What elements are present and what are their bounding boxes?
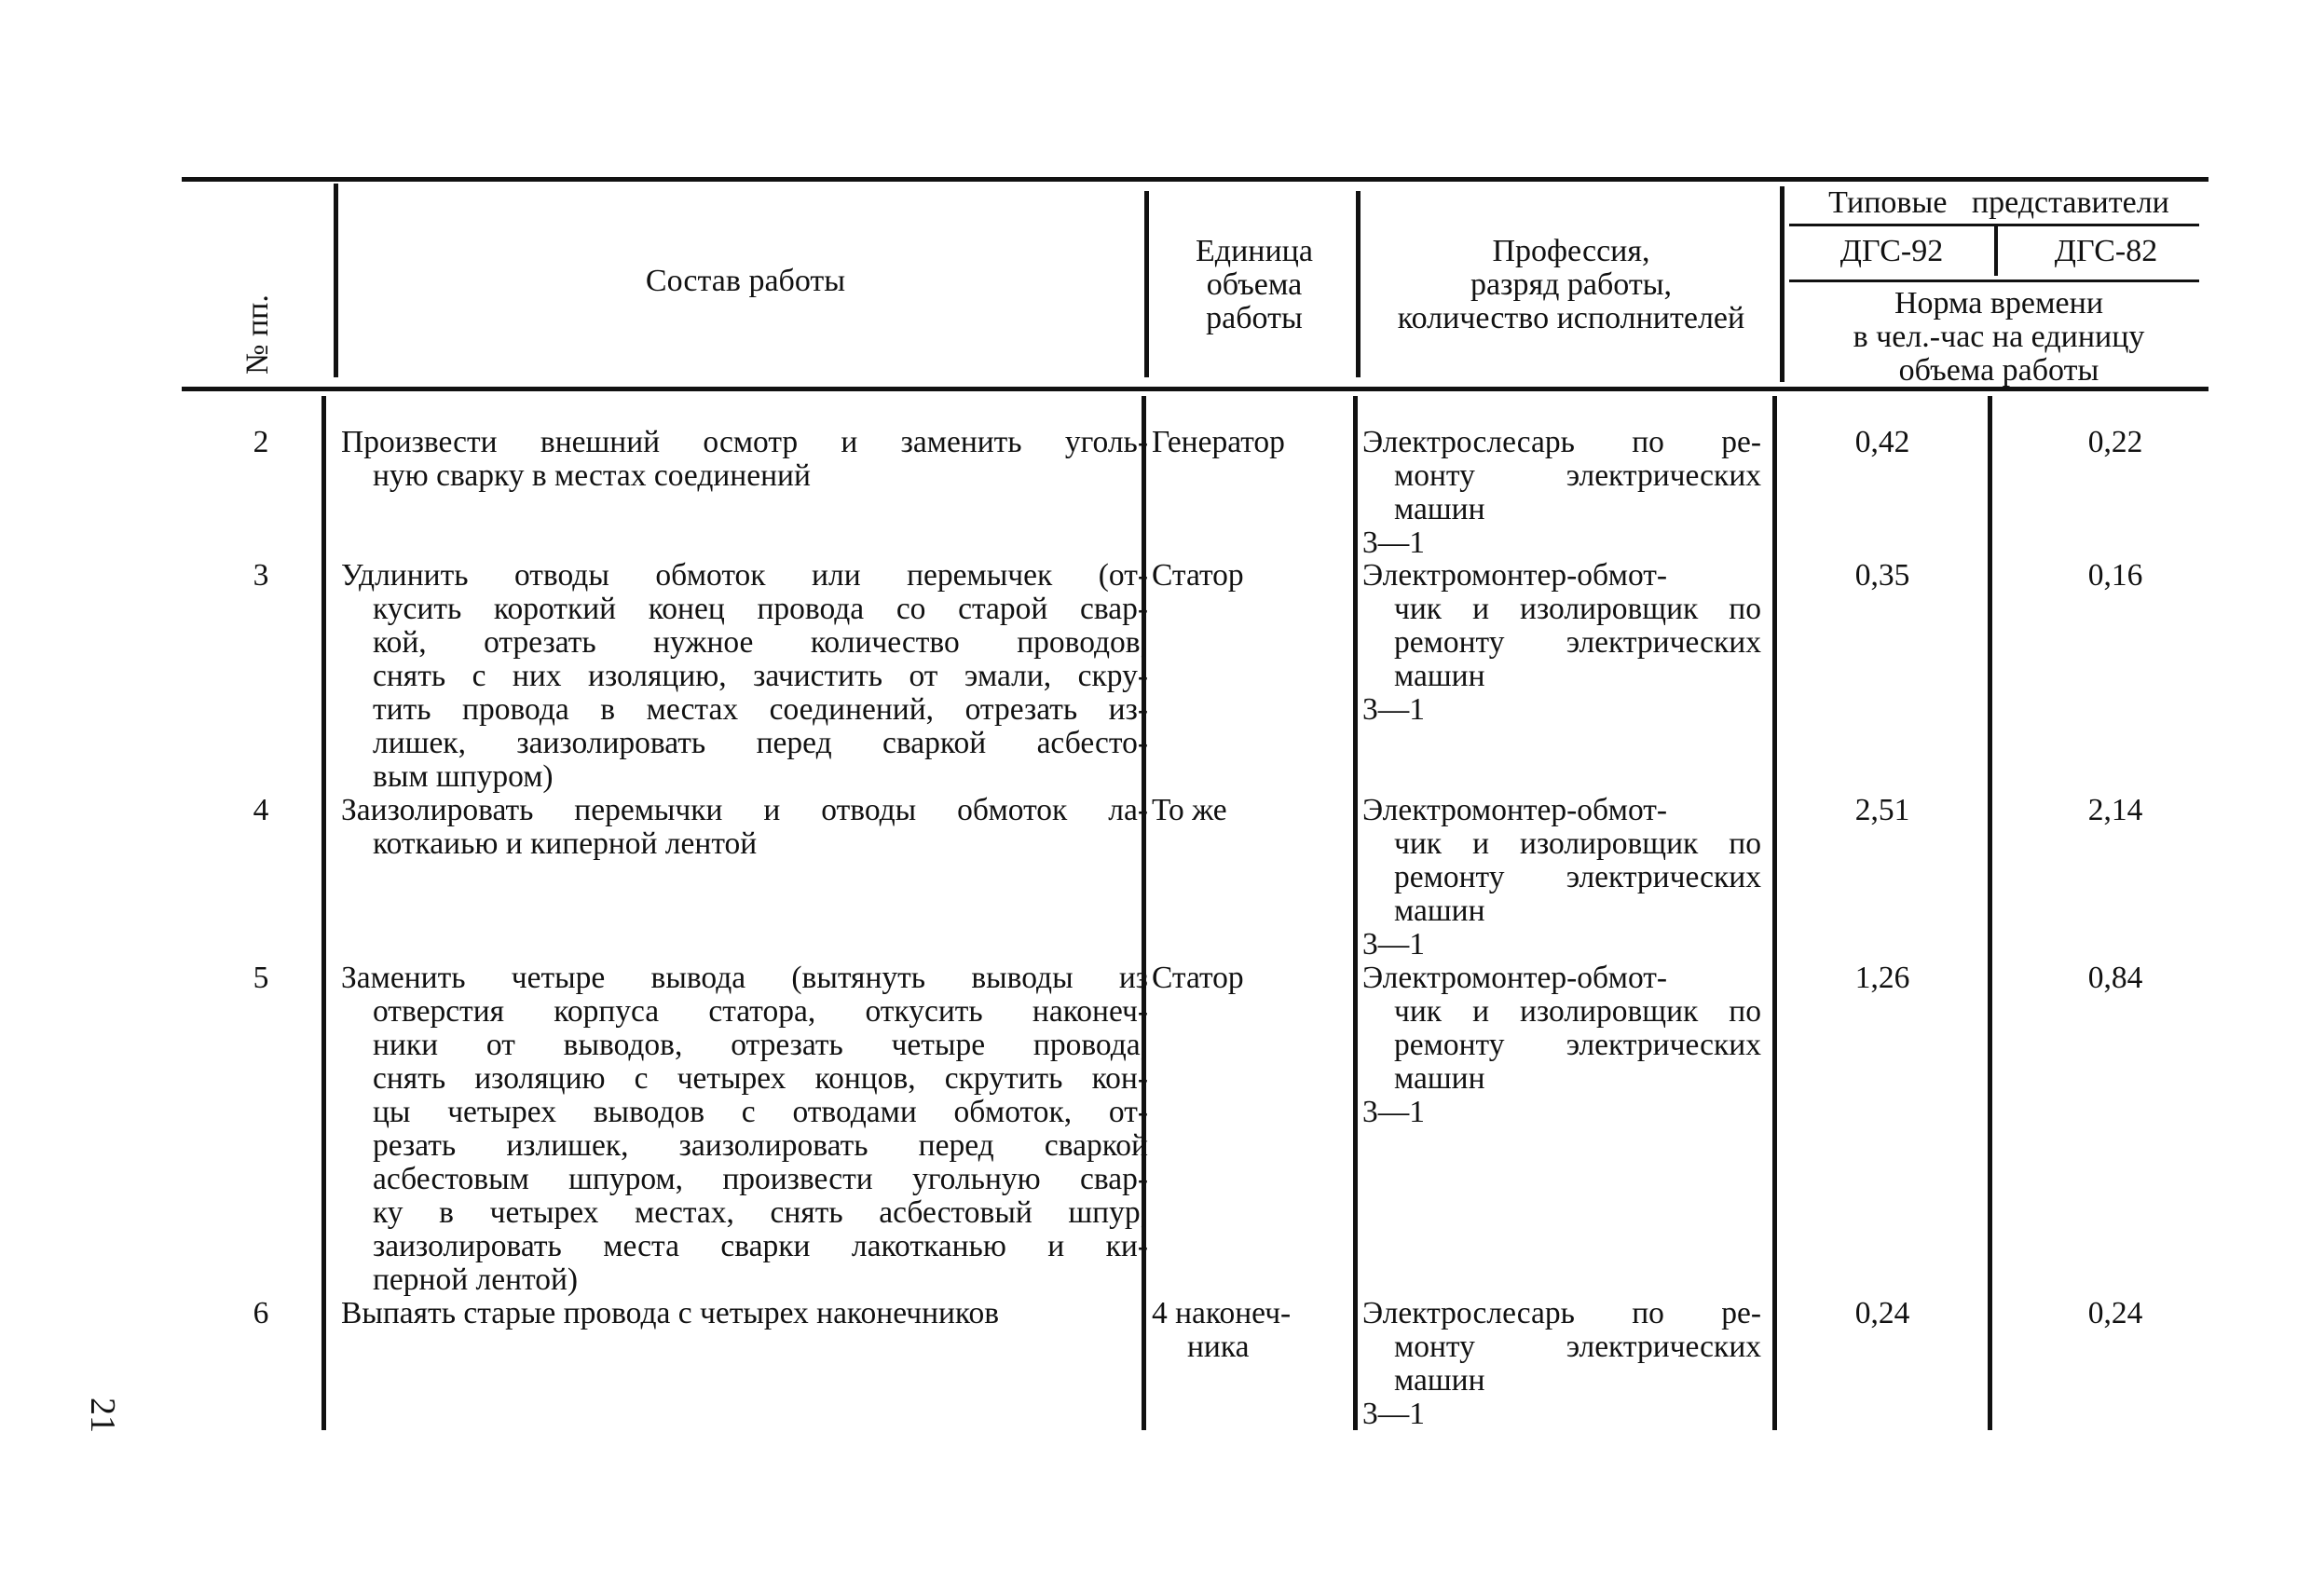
work-line: перной лентой) [373,1262,579,1297]
work-line: резать излишек, заизолировать перед сваркой [373,1128,1148,1163]
row-number: 4 [253,793,269,827]
row-norm-dgs92: 0,35 [1854,558,1910,593]
header-vrule-5 [1994,224,1998,276]
row-profession [1362,962,1761,1129]
row-unit [1152,794,1361,827]
body-vrule-5 [1988,396,1992,1430]
header-unit-line: объема [1206,267,1303,302]
prof-line: ремонту электрических [1394,1028,1761,1062]
prof-line: Электромонтер-обмот- [1362,961,1668,995]
row-unit [1152,1297,1361,1364]
row-work-description [341,426,1148,493]
unit-line: Статор [1152,961,1244,995]
row-norm-dgs82: 0,24 [2087,1296,2143,1330]
work-line: Заизолировать перемычки и отводы обмоток ла- [341,793,1148,827]
prof-line: машин [1394,1363,1485,1398]
header-unit-line: работы [1206,301,1303,335]
prof-line: 3—1 [1362,1397,1425,1431]
work-line: снять с них изоляцию, зачистить от эмали, скру- [373,659,1148,693]
row-profession [1362,794,1761,962]
work-line: лишек, заизолировать перед сваркой асбесто- [373,726,1148,760]
work-line: кой, отрезать нужное количество проводов, [373,625,1148,660]
work-line: заизолировать места сварки лакотканью и ки- [373,1229,1148,1263]
row-number: 3 [253,558,269,593]
row-norm-dgs92: 1,26 [1854,961,1910,995]
header-rep-2: ДГС-82 [2054,234,2158,268]
prof-line: машин [1394,893,1485,928]
prof-line: 3—1 [1362,525,1425,560]
work-line: кусить короткий конец провода со старой свар- [373,592,1148,626]
body-vrule-1 [321,396,326,1430]
body-vrule-3 [1353,396,1358,1430]
row-number: 2 [253,425,269,459]
prof-line: монту электрических [1394,458,1761,493]
top-rule [182,177,2208,182]
header-norm-line: в чел.-час на единицу [1853,320,2145,354]
prof-line: Электромонтер-обмот- [1362,558,1668,593]
header-norm-label [1789,287,2208,388]
unit-line: 4 наконеч- [1152,1296,1292,1330]
header-norm-line: объема работы [1898,353,2099,388]
row-norm-dgs82: 0,22 [2087,425,2143,459]
work-line: Удлинить отводы обмоток или перемычек (от- [341,558,1148,593]
row-norm-dgs92: 0,24 [1854,1296,1910,1330]
body-vrule-4 [1772,396,1777,1430]
work-line: Заменить четыре вывода (вытянуть выводы из [341,961,1148,995]
header-vrule-2 [1144,191,1149,377]
header-col-prof [1362,235,1780,335]
row-number: 6 [253,1296,269,1330]
row-norm-dgs92: 2,51 [1854,793,1910,827]
work-line: коткаиью и киперной лентой [373,826,758,861]
work-line: ку в четырех местах, снять асбестовый шпур, [373,1195,1148,1230]
work-line: снять изоляцию с четырех концов, скрутить кон- [373,1061,1148,1096]
reps-names-rule [1789,280,2199,282]
header-norm-line: Норма времени [1894,286,2104,321]
unit-line: Статор [1152,558,1244,593]
prof-line: Электрослесарь по ре- [1362,1296,1761,1330]
prof-line: Электромонтер-обмот- [1362,793,1668,827]
prof-line: машин [1394,492,1485,526]
row-norm-dgs82: 0,16 [2087,558,2143,593]
prof-line: монту электрических [1394,1330,1761,1364]
row-work-description [341,794,1148,861]
prof-line: чик и изолировщик по [1394,994,1761,1029]
work-line: ники от выводов, отрезать четыре провода, [373,1028,1148,1062]
row-work-description [341,1297,1148,1330]
header-col-num: № пп. [240,294,275,375]
work-line: асбестовым шпуром, произвести угольную свар- [373,1162,1148,1196]
prof-line: ремонту электрических [1394,625,1761,660]
work-line: ную сварку в местах соединений [373,458,811,493]
row-work-description [341,559,1148,794]
header-col-work: Состав работы [645,264,846,298]
row-unit [1152,559,1361,593]
row-profession [1362,559,1761,727]
unit-line: ника [1187,1330,1250,1364]
row-unit [1152,962,1361,995]
row-norm-dgs82: 0,84 [2087,961,2143,995]
header-vrule-1 [334,184,338,377]
work-line: Выпаять старые провода с четырех наконечников [341,1296,1000,1330]
prof-line: чик и изолировщик по [1394,592,1761,626]
prof-line: Электрослесарь по ре- [1362,425,1761,459]
prof-line: 3—1 [1362,692,1425,727]
header-unit-line: Единица [1196,234,1313,268]
unit-line: То же [1152,793,1227,827]
row-profession [1362,1297,1761,1431]
prof-line: чик и изолировщик по [1394,826,1761,861]
work-line: отверстия корпуса статора, откусить наконеч- [373,994,1148,1029]
header-rep-1: ДГС-92 [1839,234,1944,268]
row-norm-dgs82: 2,14 [2087,793,2143,827]
header-vrule-4 [1780,186,1785,382]
prof-line: 3—1 [1362,927,1425,962]
row-profession [1362,426,1761,560]
row-unit [1152,426,1361,459]
page-number: 21 [83,1398,122,1433]
header-col-unit [1152,235,1357,335]
prof-line: 3—1 [1362,1095,1425,1129]
row-work-description [341,962,1148,1297]
prof-line: машин [1394,1061,1485,1096]
work-line: тить провода в местах соединений, отрезать из- [373,692,1148,727]
prof-line: ремонту электрических [1394,860,1761,894]
prof-line: машин [1394,659,1485,693]
header-prof-line: количество исполнителей [1397,301,1745,335]
header-prof-line: разряд работы, [1470,267,1673,302]
work-line: вым шпуром) [373,759,554,794]
row-norm-dgs92: 0,42 [1854,425,1910,459]
work-line: Произвести внешний осмотр и заменить уголь- [341,425,1148,459]
work-line: цы четырех выводов с отводами обмоток, от- [373,1095,1148,1129]
unit-line: Генератор [1152,425,1285,459]
header-reps-title: Типовые представители [1828,185,2169,220]
header-prof-line: Профессия, [1492,234,1650,268]
row-number: 5 [253,961,269,995]
